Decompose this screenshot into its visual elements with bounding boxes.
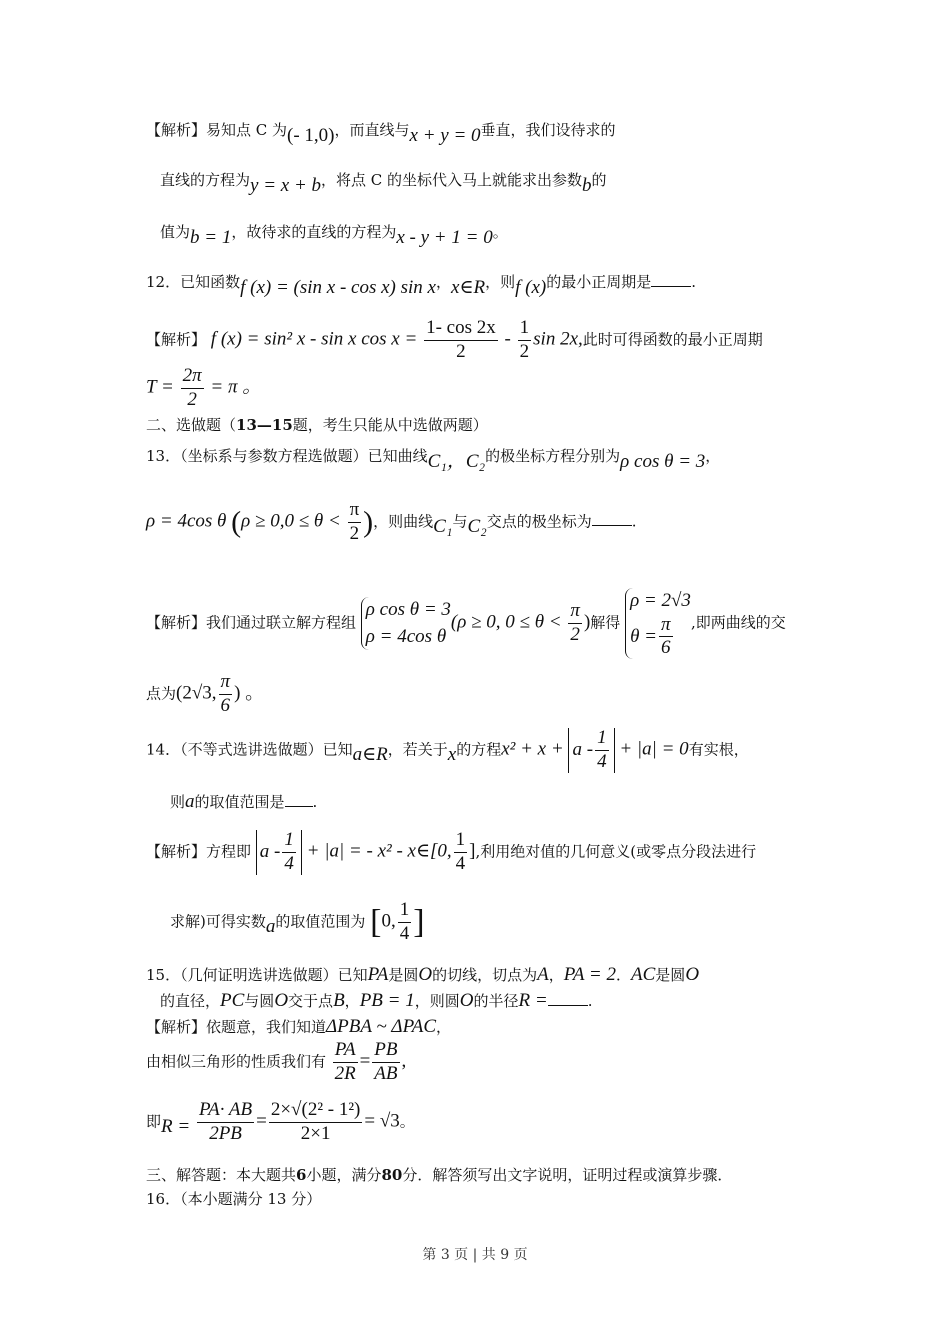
text: 分．解答须写出文字说明，证明过程或演算步骤． bbox=[402, 1166, 733, 1184]
math-function: f (x) = (sin x - cos x) sin x bbox=[240, 277, 436, 298]
text: 值为 bbox=[160, 223, 191, 241]
solution-system bbox=[625, 588, 691, 659]
solution-14-line-2 bbox=[170, 900, 425, 945]
math-var: O bbox=[459, 990, 474, 1011]
text: = bbox=[359, 1050, 371, 1072]
text: 垂直，我们设待求的 bbox=[480, 121, 616, 139]
question-14-line-2 bbox=[170, 792, 317, 811]
denominator: 2PB bbox=[209, 1122, 242, 1144]
equation: θ = bbox=[630, 625, 657, 647]
text: ，若关于 bbox=[387, 740, 448, 759]
text: = bbox=[256, 1110, 267, 1132]
text: 的最小正周期是 bbox=[546, 273, 652, 291]
math-expr: ) 。 bbox=[234, 682, 265, 704]
fraction bbox=[518, 318, 532, 363]
numerator: 2×√(2² - 1²) bbox=[269, 1100, 363, 1123]
math-similarity: ΔPBA ~ ΔPAC bbox=[326, 1016, 437, 1037]
text: 是圆 bbox=[388, 966, 419, 984]
solution-12-period bbox=[146, 366, 261, 411]
math-cond: (ρ ≥ 0, 0 ≤ θ < bbox=[450, 611, 562, 633]
paren-open: ( bbox=[231, 505, 242, 539]
math-eq: b = 1 bbox=[190, 227, 232, 248]
fraction bbox=[348, 500, 362, 545]
text: , bbox=[401, 1050, 407, 1072]
text: 12．已知函数 bbox=[146, 273, 241, 291]
math-expr: f (x) = sin² x - sin x cos x = bbox=[210, 328, 418, 350]
bracket-close: ] bbox=[413, 903, 425, 941]
answer-blank bbox=[285, 805, 313, 807]
question-15-line-2 bbox=[160, 991, 592, 1010]
math-var: O bbox=[274, 990, 289, 1011]
denominator: 4 bbox=[284, 852, 294, 874]
text: . bbox=[312, 793, 318, 811]
question-13-line-2 bbox=[146, 500, 637, 545]
solution-12 bbox=[146, 318, 763, 363]
text: . bbox=[691, 273, 697, 291]
answer-blank bbox=[592, 524, 632, 526]
text: ，则曲线 bbox=[373, 512, 434, 531]
numerator: π bbox=[348, 500, 362, 523]
fraction bbox=[659, 615, 673, 660]
numerator: 1 bbox=[282, 830, 296, 853]
answer-blank bbox=[548, 1004, 588, 1006]
text: 的方程 bbox=[456, 740, 502, 759]
fraction bbox=[219, 672, 233, 717]
text: a - bbox=[572, 738, 594, 760]
text: 0, bbox=[381, 910, 396, 932]
math-curves: C₁，C₂ bbox=[427, 451, 486, 472]
math-eq: R = bbox=[518, 990, 548, 1011]
math-var: C₁ bbox=[433, 516, 453, 538]
numerator: 2π bbox=[181, 366, 204, 389]
text: ，将点 C 的坐标代入马上就能求出参数 bbox=[321, 171, 583, 189]
answer-blank bbox=[651, 285, 691, 287]
text: 【解析】我们通过联立解方程组 bbox=[146, 613, 357, 632]
denominator: 4 bbox=[597, 750, 607, 772]
math-expr: (2√3, bbox=[176, 682, 217, 704]
math-eq: PA = 2 bbox=[563, 964, 616, 985]
math-cond: ρ ≥ 0,0 ≤ θ < bbox=[241, 510, 341, 532]
denominator: 2 bbox=[456, 340, 466, 362]
text: . bbox=[587, 992, 593, 1010]
fraction bbox=[454, 830, 468, 875]
numerator: π bbox=[568, 601, 582, 624]
text: 与 bbox=[452, 512, 468, 531]
text: 的直径， bbox=[160, 992, 221, 1010]
equation: ρ = 2√3 bbox=[630, 590, 691, 611]
text: ， bbox=[548, 966, 564, 984]
math-var: O bbox=[685, 964, 700, 985]
text: 与圆 bbox=[244, 992, 275, 1010]
solution-14-line-1 bbox=[146, 830, 756, 875]
math-result: = √3 bbox=[364, 1110, 400, 1132]
denominator: 2 bbox=[519, 340, 530, 362]
numerator: 1- cos 2x bbox=[424, 318, 498, 341]
numerator: 1 bbox=[398, 900, 412, 923]
math-var: b bbox=[582, 175, 592, 196]
math-var: a bbox=[185, 791, 195, 812]
question-13-line-1 bbox=[146, 446, 721, 472]
math-expr: R = bbox=[161, 1116, 191, 1138]
numerator: PB bbox=[372, 1040, 399, 1063]
numerator: π bbox=[219, 672, 233, 695]
denominator: 6 bbox=[660, 637, 671, 659]
math-eq: ρ cos θ = 3 bbox=[620, 451, 706, 472]
text: 此时可得函数的最小正周期 bbox=[582, 330, 763, 349]
fraction bbox=[197, 1100, 254, 1145]
text: - bbox=[504, 328, 511, 350]
text: 则 bbox=[170, 793, 186, 811]
section-2-heading bbox=[146, 418, 488, 433]
math-expr: sin 2x, bbox=[533, 328, 583, 350]
math-eq: y = x + b bbox=[250, 175, 322, 196]
math-var: O bbox=[418, 964, 433, 985]
text: ，故待求的直线的方程为 bbox=[231, 223, 397, 241]
denominator: 2 bbox=[349, 522, 360, 544]
question-15-line-1 bbox=[146, 965, 699, 984]
solution-11-line-3 bbox=[160, 222, 508, 248]
denominator: 2 bbox=[570, 624, 580, 646]
fraction bbox=[595, 728, 609, 773]
text: ) bbox=[583, 611, 591, 633]
solution-15-line-2 bbox=[146, 1040, 406, 1085]
numerator: PA· AB bbox=[197, 1100, 254, 1123]
fraction bbox=[269, 1100, 363, 1145]
text: 14．（不等式选讲选做题）已知 bbox=[146, 740, 353, 759]
text: 13—15 bbox=[236, 416, 293, 434]
math-expr: = π 。 bbox=[210, 376, 262, 398]
fraction bbox=[181, 366, 204, 411]
text: . bbox=[631, 512, 637, 531]
math-function: f (x) bbox=[515, 277, 547, 298]
text: 小题，满分 bbox=[306, 1166, 382, 1184]
text: 是圆 bbox=[655, 966, 686, 984]
bracket-open: [ bbox=[370, 903, 382, 941]
math-var: AC bbox=[631, 964, 656, 985]
page-footer bbox=[0, 1248, 950, 1262]
text: 。 bbox=[399, 1112, 415, 1131]
solution-13 bbox=[146, 588, 786, 659]
text: ， bbox=[705, 447, 721, 465]
text: 求解)可得实数 bbox=[170, 912, 266, 931]
text: 由相似三角形的性质我们有 bbox=[146, 1052, 327, 1071]
denominator: 2R bbox=[334, 1062, 356, 1084]
numerator: 1 bbox=[454, 830, 468, 853]
text: 有实根， bbox=[688, 740, 749, 759]
text: a - bbox=[259, 840, 281, 862]
text: ，则圆 bbox=[414, 992, 460, 1010]
question-14-line-1 bbox=[146, 728, 749, 773]
text: 【解析】方程即 bbox=[146, 842, 252, 861]
math-eq: x - y + 1 = 0 bbox=[396, 227, 493, 248]
denominator: 6 bbox=[220, 694, 231, 716]
text: 6 bbox=[296, 1166, 307, 1184]
absolute-value bbox=[256, 830, 302, 875]
solution-13-point bbox=[146, 672, 264, 717]
math-var: x bbox=[447, 744, 457, 766]
fraction bbox=[372, 1040, 399, 1085]
denominator: 2×1 bbox=[300, 1122, 331, 1144]
question-12 bbox=[146, 272, 697, 298]
fraction bbox=[424, 318, 498, 363]
solution-15-line-3 bbox=[146, 1100, 415, 1145]
text: 【解析】 bbox=[146, 330, 207, 349]
math-var: PA bbox=[367, 964, 389, 985]
text: 二、选做题（ bbox=[146, 416, 237, 434]
text: 的极坐标方程分别为 bbox=[485, 447, 621, 465]
text: ,利用绝对值的几何意义(或零点分段法进行 bbox=[475, 842, 757, 861]
math-var: A bbox=[537, 964, 549, 985]
math-var: PC bbox=[220, 990, 245, 1011]
math-var: B bbox=[333, 990, 345, 1011]
solution-15-line-1 bbox=[146, 1017, 451, 1036]
denominator: 2 bbox=[187, 388, 197, 410]
text: ,即两曲线的交 bbox=[690, 613, 786, 632]
fraction bbox=[333, 1040, 358, 1085]
text: 80 bbox=[381, 1166, 403, 1184]
equation: ρ cos θ = 3 bbox=[365, 599, 451, 621]
absolute-value bbox=[568, 728, 614, 773]
text: 交点的极坐标为 bbox=[486, 512, 592, 531]
text: 的取值范围为 bbox=[275, 912, 366, 931]
text: 点为 bbox=[146, 684, 177, 703]
text: 16．（本小题满分 13 分） bbox=[146, 1190, 322, 1208]
math-eq: PB = 1 bbox=[359, 990, 415, 1011]
math-expr: T = bbox=[146, 376, 174, 398]
denominator: AB bbox=[374, 1062, 398, 1084]
text: 直线的方程为 bbox=[160, 171, 251, 189]
text: ， bbox=[436, 1018, 452, 1036]
denominator: 4 bbox=[399, 922, 410, 944]
math-var: C₂ bbox=[467, 516, 487, 538]
text: ． bbox=[616, 966, 632, 984]
text: 。 bbox=[492, 223, 508, 241]
math-expr: + |a| = 0 bbox=[619, 738, 689, 760]
text: 15．（几何证明选讲选做题）已知 bbox=[146, 966, 368, 984]
numerator: PA bbox=[333, 1040, 358, 1063]
text: 【解析】易知点 C 为 bbox=[146, 121, 288, 139]
text: ，则 bbox=[485, 273, 516, 291]
math-eq: ρ = 4cos θ bbox=[146, 510, 227, 532]
text: 的 bbox=[591, 171, 607, 189]
text: ，而直线与 bbox=[334, 121, 410, 139]
fraction bbox=[568, 601, 582, 646]
solution-11-line-1 bbox=[146, 120, 616, 146]
denominator: 4 bbox=[455, 852, 466, 874]
solution-11-line-2 bbox=[160, 170, 607, 196]
text: 解得 bbox=[590, 613, 621, 632]
section-3-heading bbox=[146, 1168, 732, 1183]
text: 的取值范围是 bbox=[194, 793, 285, 811]
text: 三、解答题：本大题共 bbox=[146, 1166, 297, 1184]
text: ， bbox=[344, 992, 360, 1010]
math-domain: x∈R bbox=[451, 277, 486, 298]
text: 题，考生只能从中选做两题） bbox=[292, 416, 488, 434]
text: 【解析】依题意，我们知道 bbox=[146, 1018, 327, 1036]
text: 的半径 bbox=[473, 992, 519, 1010]
paren-close: ) bbox=[363, 505, 374, 539]
numerator: 1 bbox=[518, 318, 532, 341]
text: ] bbox=[469, 840, 476, 862]
fraction bbox=[398, 900, 412, 945]
text: 13．（坐标系与参数方程选做题）已知曲线 bbox=[146, 447, 428, 465]
text: 的切线，切点为 bbox=[432, 966, 538, 984]
equation-system bbox=[361, 597, 451, 650]
text: ， bbox=[436, 273, 452, 291]
numerator: 1 bbox=[595, 728, 609, 751]
equation: ρ = 4cos θ bbox=[365, 625, 447, 647]
text: 即 bbox=[146, 1112, 162, 1131]
math-var: a bbox=[265, 916, 276, 938]
numerator: π bbox=[659, 615, 673, 638]
question-16 bbox=[146, 1192, 321, 1207]
text: 交于点 bbox=[288, 992, 334, 1010]
math-line-eq: x + y = 0 bbox=[409, 125, 481, 146]
page-number: 第 3 页 | 共 9 页 bbox=[422, 1247, 528, 1263]
fraction bbox=[282, 830, 296, 875]
math-expr: x² + x + bbox=[501, 738, 564, 760]
math-point: (- 1,0) bbox=[287, 125, 335, 146]
math-expr: + |a| = - x² - x∈[0, bbox=[306, 840, 452, 862]
math-domain: a∈R bbox=[352, 744, 388, 766]
